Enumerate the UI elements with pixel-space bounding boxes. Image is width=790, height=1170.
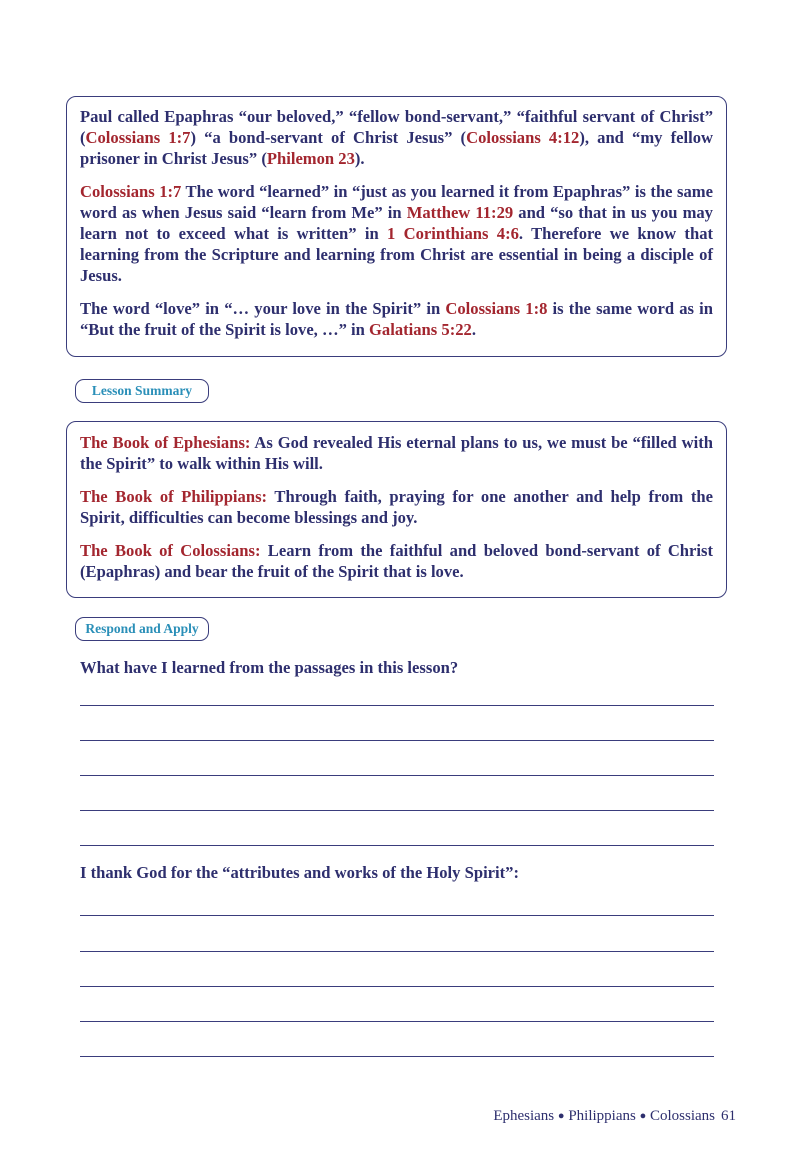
summary-text: Learn from the faithful and beloved bond-servant of Christ (Epaphras) and bear the fruit of the Spirit that is love. <box>80 541 713 581</box>
question-thank-god: I thank God for the “attributes and works of the Holy Spirit”: <box>80 863 519 882</box>
scripture-reference: Galatians 5:22 <box>369 320 472 339</box>
summary-item-colossians <box>80 540 713 582</box>
text-span: ), and “my fellow prisoner in Christ Jesus” ( <box>80 128 713 168</box>
text-span: ) “a bond-servant of Christ Jesus” ( <box>190 128 467 147</box>
answer-line[interactable] <box>80 705 714 706</box>
book-name: The Book of Colossians: <box>80 541 261 560</box>
text-span: is the same word as in “But the fruit of the Spirit is love, …” in <box>80 299 713 339</box>
lesson-summary-box <box>66 421 727 598</box>
scripture-reference: Colossians 1:7 <box>85 128 191 147</box>
scripture-reference: Colossians 1:7 <box>80 182 182 201</box>
respond-apply-heading: Respond and Apply <box>75 617 209 641</box>
text-span: The word “learned” in “just as you learned it from Epaphras” is the same word as when Jesus said “learn from Me” in <box>80 182 713 222</box>
commentary-box <box>66 96 727 357</box>
answer-line[interactable] <box>80 775 714 776</box>
bullet-separator: ● <box>639 1110 647 1122</box>
text-span: ). <box>354 149 365 168</box>
answer-line[interactable] <box>80 1021 714 1022</box>
answer-line[interactable] <box>80 986 714 987</box>
page-footer <box>493 1108 736 1125</box>
answer-line[interactable] <box>80 951 714 952</box>
text-span: The word “love” in “… your love in the Spirit” in <box>80 299 446 318</box>
summary-item-philippians <box>80 486 713 528</box>
lesson-summary-heading: Lesson Summary <box>75 379 209 403</box>
scripture-reference: Colossians 1:8 <box>445 299 548 318</box>
answer-line[interactable] <box>80 740 714 741</box>
question-learned: What have I learned from the passages in this lesson? <box>80 658 459 677</box>
book-name: The Book of Ephesians: <box>80 433 251 452</box>
scripture-reference: 1 Corinthians 4:6 <box>387 224 519 243</box>
page-number: 61 <box>721 1108 736 1124</box>
footer-book: Philippians <box>568 1108 636 1124</box>
text-span: and “so that in us you may learn not to exceed what is written” in <box>80 203 713 243</box>
text-span: . Therefore we know that learning from the Scripture and learning from Christ are essential in being a disciple of Jesus. <box>80 224 714 285</box>
commentary-paragraph-1 <box>80 106 713 169</box>
bullet-separator: ● <box>557 1110 565 1122</box>
commentary-paragraph-3 <box>80 298 713 340</box>
commentary-paragraph-2 <box>80 181 713 286</box>
text-span: Paul called Epaphras “our beloved,” “fellow bond-servant,” “faithful servant of Christ” ( <box>80 107 713 147</box>
answer-line[interactable] <box>80 915 714 916</box>
scripture-reference: Colossians 4:12 <box>466 128 580 147</box>
answer-line[interactable] <box>80 810 714 811</box>
answer-line[interactable] <box>80 845 714 846</box>
answer-line[interactable] <box>80 1056 714 1057</box>
footer-book: Ephesians <box>493 1108 555 1124</box>
summary-text: Through faith, praying for one another and help from the Spirit, difficulties can become blessings and joy. <box>80 487 714 527</box>
scripture-reference: Matthew 11:29 <box>406 203 514 222</box>
scripture-reference: Philemon 23 <box>266 149 355 168</box>
text-span: . <box>471 320 476 339</box>
footer-book: Colossians <box>649 1108 715 1124</box>
summary-item-ephesians <box>80 432 713 474</box>
book-name: The Book of Philippians: <box>80 487 268 506</box>
summary-text: As God revealed His eternal plans to us, we must be “filled with the Spirit” to walk within His will. <box>80 433 713 473</box>
